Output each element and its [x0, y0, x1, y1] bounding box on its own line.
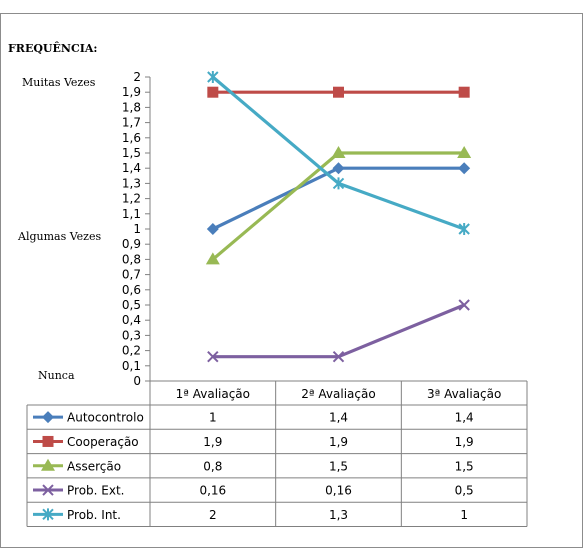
y-tick-label: 0,6	[121, 282, 141, 297]
y-tick-label: 1,2	[121, 191, 141, 206]
level-label-algumas-vezes: Algumas Vezes	[18, 230, 102, 243]
x-category-label: 1ª Avaliação	[175, 387, 251, 401]
data-point-marker	[459, 87, 470, 98]
data-label: 1	[209, 410, 217, 425]
y-tick-label: 1	[133, 222, 141, 236]
data-label: 1,4	[328, 410, 349, 425]
y-tick-label: 2	[133, 70, 141, 84]
level-label-muitas-vezes: Muitas Vezes	[22, 76, 96, 89]
y-tick-label: 1,4	[121, 161, 141, 176]
legend-entry-label: Prob. Int.	[67, 507, 121, 522]
data-label: 0,8	[203, 459, 223, 474]
data-point-marker	[333, 87, 344, 98]
y-tick-label: 1,7	[121, 115, 141, 130]
y-tick-label: 1,5	[121, 146, 141, 160]
y-tick-label: 1,3	[121, 176, 141, 191]
data-label: 1,9	[203, 434, 223, 449]
legend-entry-label: Cooperação	[67, 434, 139, 449]
y-tick-label: 1,9	[121, 85, 141, 100]
data-label: 0,16	[199, 483, 227, 498]
data-label: 2	[209, 507, 217, 522]
y-tick-label: 1,6	[121, 130, 141, 145]
data-label: 1,3	[328, 507, 349, 522]
data-label: 0,5	[454, 483, 474, 498]
data-label: 1,9	[454, 434, 474, 449]
y-tick-label: 0,2	[121, 343, 141, 358]
data-label: 1,5	[454, 459, 474, 474]
y-tick-label: 0	[133, 374, 141, 388]
y-tick-label: 0,3	[121, 328, 141, 343]
legend-entry-label: Autocontrolo	[67, 410, 144, 425]
y-tick-label: 0,8	[121, 252, 141, 267]
legend-entry-label: Prob. Ext.	[67, 483, 125, 498]
y-tick-label: 0,9	[121, 237, 141, 252]
data-label: 1,9	[328, 434, 349, 449]
level-label-nunca: Nunca	[38, 369, 75, 382]
legend-entry-label: Asserção	[67, 459, 122, 474]
data-label: 1,4	[454, 410, 474, 425]
data-label: 1,5	[328, 459, 349, 474]
y-tick-label: 1,8	[121, 100, 141, 115]
x-category-label: 2ª Avaliação	[301, 387, 376, 401]
y-tick-label: 0,1	[121, 358, 141, 373]
x-category-label: 3ª Avaliação	[426, 387, 502, 401]
y-tick-label: 1,1	[121, 206, 141, 221]
legend-key-marker	[43, 436, 54, 447]
y-tick-label: 0,5	[121, 298, 141, 312]
y-tick-label: 0,4	[121, 313, 141, 328]
data-label: 1	[460, 507, 468, 522]
data-point-marker	[207, 87, 218, 98]
data-label: 0,16	[325, 483, 352, 498]
y-tick-label: 0,7	[121, 267, 141, 282]
chart-title: FREQUÊNCIA:	[8, 42, 98, 55]
